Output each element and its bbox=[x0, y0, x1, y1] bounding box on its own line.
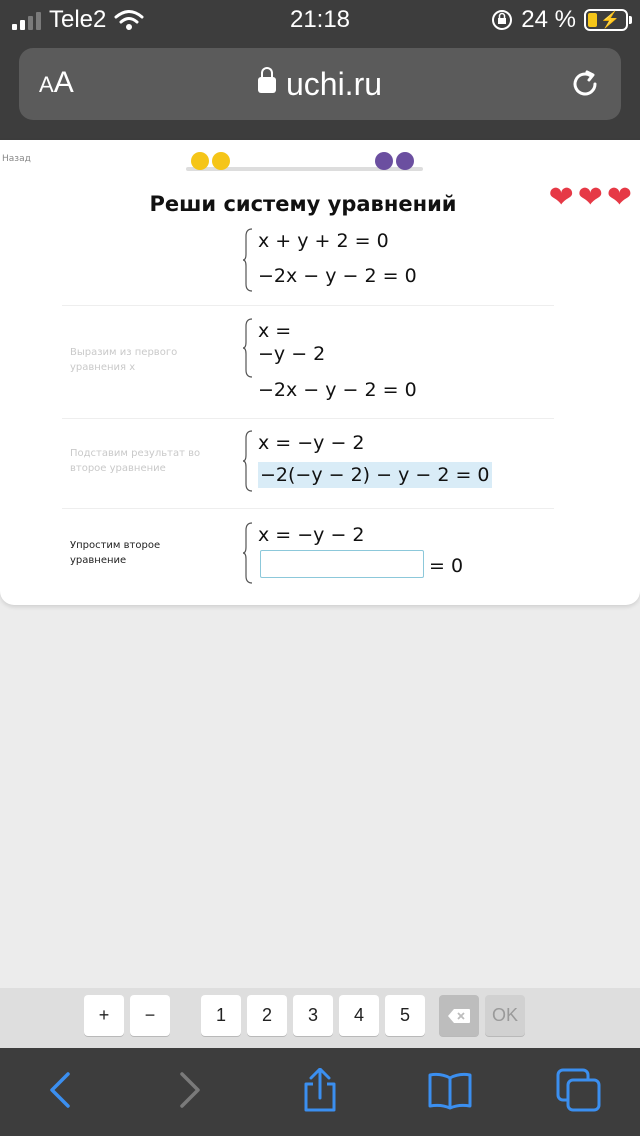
key-3[interactable]: 3 bbox=[293, 995, 333, 1036]
bookmarks-icon[interactable] bbox=[427, 1068, 473, 1112]
equation-1-left: x = bbox=[258, 320, 292, 342]
key-4[interactable]: 4 bbox=[339, 995, 379, 1036]
brace-icon bbox=[243, 318, 253, 378]
progress-dot-done bbox=[212, 152, 230, 170]
equation-2: −2x − y − 2 = 0 bbox=[258, 379, 417, 401]
carrier-name: Tele2 bbox=[49, 6, 107, 33]
progress-dot-pending bbox=[396, 152, 414, 170]
progress-dot-pending bbox=[375, 152, 393, 170]
equation-2: −2x − y − 2 = 0 bbox=[258, 265, 417, 287]
tabs-icon[interactable] bbox=[556, 1068, 602, 1112]
equation-1-right: −y − 2 bbox=[258, 343, 326, 365]
text-size-button[interactable]: AA bbox=[39, 66, 74, 99]
key-1[interactable]: 1 bbox=[201, 995, 241, 1036]
backspace-icon bbox=[447, 1008, 471, 1024]
orientation-lock-icon bbox=[491, 9, 513, 31]
brace-icon bbox=[243, 228, 253, 292]
key-plus[interactable]: + bbox=[84, 995, 124, 1036]
divider bbox=[62, 305, 554, 306]
lock-icon bbox=[258, 77, 276, 93]
equation-1: x = −y − 2 bbox=[258, 432, 365, 454]
step-hint: Выразим из первого уравнения x bbox=[70, 347, 178, 373]
math-keypad bbox=[0, 988, 640, 1048]
task-title: Реши систему уравнений bbox=[149, 192, 457, 216]
progress-dot-done bbox=[191, 152, 209, 170]
divider bbox=[62, 508, 554, 509]
key-2[interactable]: 2 bbox=[247, 995, 287, 1036]
battery-icon: ⚡ bbox=[584, 9, 628, 31]
browser-toolbar bbox=[0, 1048, 640, 1136]
battery-percent: 24 % bbox=[521, 6, 576, 33]
ok-button[interactable]: OK bbox=[485, 995, 525, 1036]
forward-arrow-icon[interactable] bbox=[166, 1068, 212, 1112]
brace-icon bbox=[243, 522, 253, 584]
equation-1: x = −y − 2 bbox=[258, 524, 365, 546]
key-5[interactable]: 5 bbox=[385, 995, 425, 1036]
equation-2-highlighted: −2(−y − 2) − y − 2 = 0 bbox=[260, 464, 490, 486]
browser-chrome bbox=[0, 0, 640, 140]
url-text[interactable]: uchi.ru bbox=[19, 66, 621, 103]
reload-icon[interactable] bbox=[567, 66, 603, 102]
heart-icon: ❤ bbox=[548, 180, 574, 215]
address-bar[interactable] bbox=[19, 48, 621, 120]
status-bar bbox=[0, 0, 640, 40]
key-minus[interactable]: − bbox=[130, 995, 170, 1036]
backspace-button[interactable] bbox=[439, 995, 479, 1036]
clock: 21:18 bbox=[289, 6, 351, 33]
equation-1: x + y + 2 = 0 bbox=[258, 230, 389, 252]
equation-2-suffix: = 0 bbox=[429, 555, 464, 577]
answer-input[interactable] bbox=[260, 550, 424, 578]
heart-icon: ❤ bbox=[606, 180, 632, 215]
divider bbox=[62, 418, 554, 419]
heart-icon: ❤ bbox=[577, 180, 603, 215]
brace-icon bbox=[243, 430, 253, 492]
lesson-card bbox=[0, 140, 640, 605]
back-link[interactable]: Назад bbox=[2, 154, 31, 164]
step-hint: Подставим результат во второе уравнение bbox=[70, 448, 201, 474]
step-hint: Упростим второе уравнение bbox=[70, 540, 161, 566]
back-arrow-icon[interactable] bbox=[38, 1068, 84, 1112]
share-icon[interactable] bbox=[297, 1068, 343, 1112]
